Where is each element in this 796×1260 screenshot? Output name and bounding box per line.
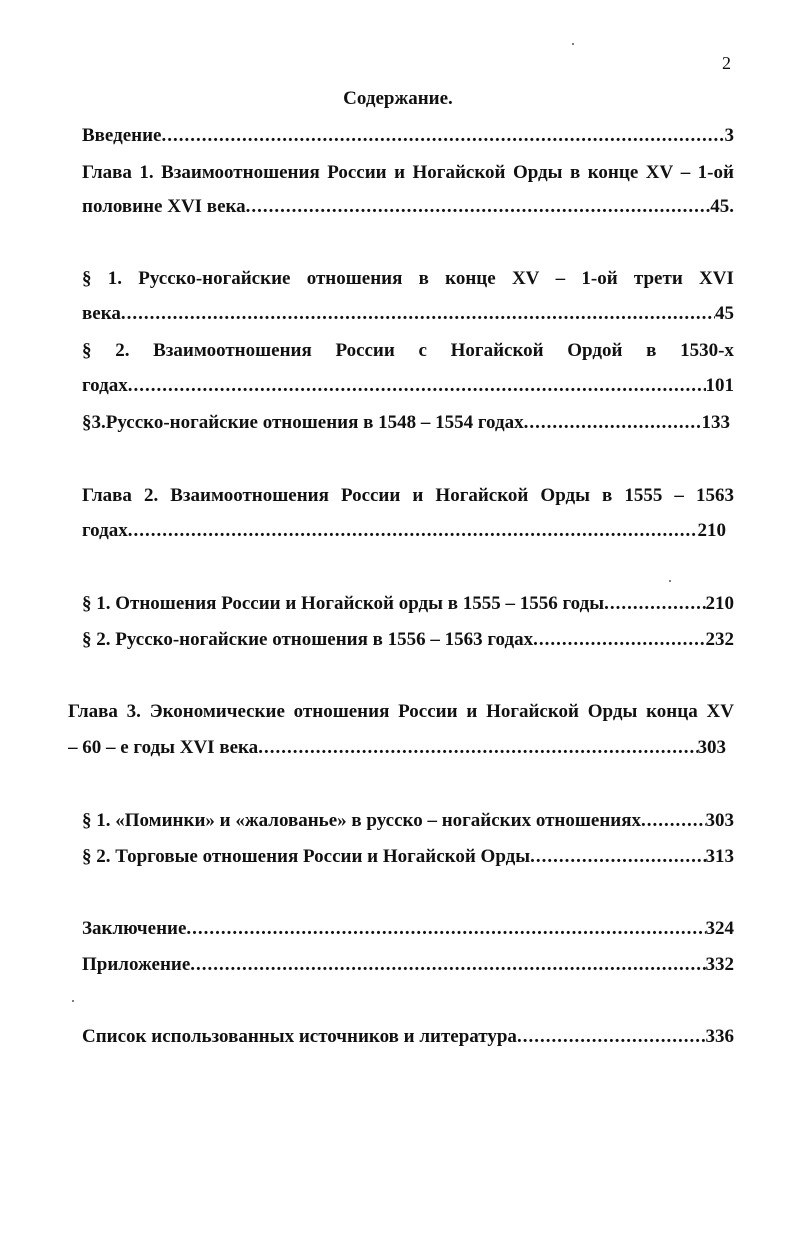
toc-entry-text: половине XVI века bbox=[82, 196, 246, 217]
word: 3. bbox=[126, 701, 141, 722]
scan-speck bbox=[669, 580, 671, 582]
word: 2. bbox=[115, 340, 130, 361]
toc-entry-intro bbox=[82, 124, 734, 148]
word: Глава bbox=[68, 701, 118, 722]
word: и bbox=[412, 485, 424, 506]
page-title: Содержание. bbox=[343, 88, 453, 109]
word: Взаимоотношения bbox=[153, 340, 312, 361]
word: с bbox=[418, 340, 427, 361]
word: трети bbox=[633, 268, 683, 289]
toc-ch1-section-2 bbox=[82, 339, 734, 363]
dot-leader bbox=[533, 628, 705, 652]
word: XV bbox=[511, 268, 540, 289]
toc-ch2-section-1 bbox=[82, 592, 734, 616]
word: и bbox=[466, 701, 478, 722]
toc-entry-page: 45 bbox=[715, 303, 734, 324]
word: в bbox=[602, 485, 613, 506]
word: отношения bbox=[306, 268, 403, 289]
dot-leader bbox=[186, 917, 705, 941]
toc-ch1-section-3 bbox=[82, 411, 730, 435]
word: – bbox=[555, 268, 566, 289]
word: России bbox=[340, 485, 401, 506]
toc-chapter-3-heading bbox=[68, 700, 734, 724]
word: Ногайской bbox=[486, 701, 579, 722]
toc-chapter-3-line2 bbox=[68, 736, 726, 760]
word: 1. bbox=[107, 268, 122, 289]
word: России bbox=[335, 340, 395, 361]
word: XV bbox=[645, 162, 674, 183]
toc-entry-page: 232 bbox=[705, 629, 734, 650]
dot-leader bbox=[246, 195, 711, 219]
word: 1555 bbox=[624, 485, 663, 506]
word: XV bbox=[706, 701, 734, 722]
toc-entry-text: – 60 – е годы XVI века bbox=[68, 737, 259, 758]
toc-entry-page: 45. bbox=[710, 196, 734, 217]
toc-entry-page: 313 bbox=[705, 846, 734, 867]
word: 1563 bbox=[695, 485, 734, 506]
toc-ch3-section-1 bbox=[82, 809, 734, 833]
word: Ногайской bbox=[412, 162, 506, 183]
toc-entry-page: 324 bbox=[705, 918, 734, 939]
toc-entry-conclusion bbox=[82, 917, 734, 941]
word: в bbox=[646, 340, 657, 361]
word: Глава bbox=[82, 485, 132, 506]
toc-entry-text: § 1. Отношения России и Ногайской орды в 1555 – 1556 годы bbox=[82, 593, 605, 614]
toc-ch1-section-2-line2 bbox=[82, 374, 734, 398]
toc-entry-text: § 1. «Поминки» и «жалованье» в русско – ногайских отношениях bbox=[82, 810, 641, 831]
toc-entry-page: 303 bbox=[697, 737, 726, 758]
word: Орды bbox=[587, 701, 638, 722]
toc-entry-text: Заключение bbox=[82, 918, 187, 939]
word: конца bbox=[646, 701, 698, 722]
word: § bbox=[82, 268, 92, 289]
dot-leader bbox=[121, 302, 715, 326]
word: Ногайской bbox=[450, 340, 544, 361]
dot-leader bbox=[162, 124, 725, 148]
toc-entry-text: Введение bbox=[82, 125, 162, 146]
toc-entry-page: 101 bbox=[705, 375, 734, 396]
toc-chapter-1-heading bbox=[82, 161, 734, 185]
word: Взаимоотношения bbox=[170, 485, 329, 506]
word: Ногайской bbox=[435, 485, 529, 506]
word: § bbox=[82, 340, 92, 361]
word: и bbox=[394, 162, 406, 183]
dot-leader bbox=[641, 809, 706, 833]
toc-entry-text: годах bbox=[82, 520, 128, 541]
dot-leader bbox=[604, 592, 705, 616]
toc-entry-text: §3.Русско-ногайские отношения в 1548 – 1554 годах bbox=[82, 412, 524, 433]
word: Русско-ногайские bbox=[138, 268, 291, 289]
toc-entry-text: § 2. Русско-ногайские отношения в 1556 – 1563 годах bbox=[82, 629, 534, 650]
word: XVI bbox=[699, 268, 734, 289]
toc-entry-text: § 2. Торговые отношения России и Ногайской Орды bbox=[82, 846, 531, 867]
word: Взаимоотношения bbox=[161, 162, 320, 183]
dot-leader bbox=[128, 374, 706, 398]
word: 2. bbox=[143, 485, 159, 506]
dot-leader bbox=[517, 1025, 706, 1049]
word: конце bbox=[587, 162, 639, 183]
word: Экономические bbox=[149, 701, 285, 722]
word: Орды bbox=[540, 485, 590, 506]
word: России bbox=[327, 162, 387, 183]
toc-entry-page: 133 bbox=[701, 412, 730, 433]
word: отношения bbox=[293, 701, 390, 722]
dot-leader bbox=[258, 736, 697, 760]
word: в bbox=[569, 162, 581, 183]
toc-chapter-2-line2 bbox=[82, 519, 726, 543]
word: – bbox=[680, 162, 691, 183]
word: конце bbox=[445, 268, 496, 289]
dot-leader bbox=[524, 411, 702, 435]
word: России bbox=[398, 701, 458, 722]
word: Орды bbox=[512, 162, 563, 183]
word: в bbox=[418, 268, 429, 289]
toc-ch2-section-2 bbox=[82, 628, 734, 652]
toc-entry-text: века bbox=[82, 303, 121, 324]
page-number: 2 bbox=[722, 53, 731, 73]
toc-entry-page: 210 bbox=[697, 520, 726, 541]
toc-chapter-2-heading bbox=[82, 484, 734, 508]
word: 1-ой bbox=[697, 162, 734, 183]
toc-entry-page: 3 bbox=[724, 125, 734, 146]
scan-speck bbox=[572, 43, 574, 45]
dot-leader bbox=[530, 845, 705, 869]
toc-entry-page: 336 bbox=[705, 1026, 734, 1047]
dot-leader bbox=[128, 519, 698, 543]
word: Глава bbox=[82, 162, 132, 183]
toc-entry-text: Список использованных источников и литература bbox=[82, 1026, 517, 1047]
word: 1. bbox=[139, 162, 154, 183]
toc-entry-text: Приложение bbox=[82, 954, 191, 975]
word: 1-ой bbox=[581, 268, 618, 289]
toc-entry-sources bbox=[82, 1025, 734, 1049]
toc-ch1-section-1-line2 bbox=[82, 302, 734, 326]
dot-leader bbox=[190, 953, 705, 977]
toc-entry-appendix bbox=[82, 953, 734, 977]
toc-ch3-section-2 bbox=[82, 845, 734, 869]
toc-entry-page: 303 bbox=[705, 810, 734, 831]
toc-chapter-1-line2 bbox=[82, 195, 734, 219]
toc-ch1-section-1 bbox=[82, 267, 734, 291]
word: – bbox=[674, 485, 684, 506]
toc-entry-text: годах bbox=[82, 375, 128, 396]
word: Ордой bbox=[567, 340, 623, 361]
scan-speck bbox=[72, 1000, 74, 1002]
toc-entry-page: 210 bbox=[705, 593, 734, 614]
toc-entry-page: 332 bbox=[705, 954, 734, 975]
word: 1530-х bbox=[680, 340, 734, 361]
